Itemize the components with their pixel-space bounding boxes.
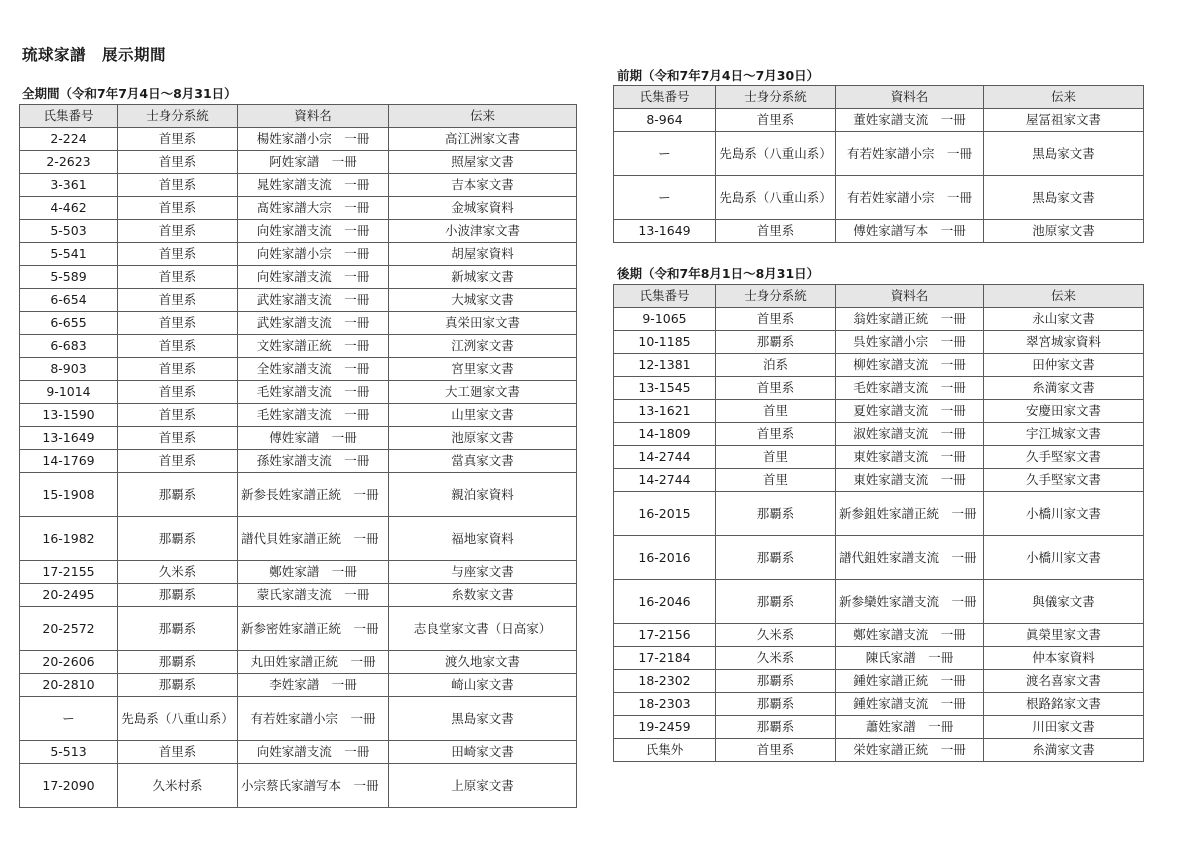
lineage-cell: 首里系 [716,220,836,243]
provenance-cell: 新城家文書 [389,266,577,289]
lineage-cell: 首里系 [118,243,238,266]
document-name-cell: 毛姓家譜支流 一冊 [238,381,389,404]
column-header-provenance: 伝来 [984,86,1144,109]
table-row [614,580,1144,624]
document-name-cell: 向姓家譜支流 一冊 [238,741,389,764]
document-name-cell: 新参鉏姓家譜正統 一冊 [836,492,984,536]
catalog-number-cell: 16-2046 [614,580,716,624]
lineage-cell: 首里系 [118,174,238,197]
table-row [614,469,1144,492]
table-row [20,607,577,651]
table-header-row [614,86,1144,109]
table-row [20,289,577,312]
table-row [20,697,577,741]
provenance-cell: 大工廻家文書 [389,381,577,404]
catalog-number-cell: 14-1809 [614,423,716,446]
catalog-number-cell: ー [614,176,716,220]
provenance-cell: 眞榮里家文書 [984,624,1144,647]
catalog-number-cell: 19-2459 [614,716,716,739]
document-name-cell: 向姓家譜支流 一冊 [238,220,389,243]
catalog-number-cell: 6-655 [20,312,118,335]
provenance-cell: 江洌家文書 [389,335,577,358]
late-period-title: 後期（令和7年8月1日～8月31日） [617,266,820,281]
table-row [614,716,1144,739]
lineage-cell: 久米系 [118,561,238,584]
document-name-cell: 孫姓家譜支流 一冊 [238,450,389,473]
table-row [614,354,1144,377]
table-row [20,197,577,220]
provenance-cell: 渡久地家文書 [389,651,577,674]
column-header-document-name: 資料名 [836,86,984,109]
column-header-document-name: 資料名 [836,285,984,308]
column-header-catalog-number: 氏集番号 [20,105,118,128]
lineage-cell: 那覇系 [716,331,836,354]
lineage-cell: 那覇系 [716,693,836,716]
late-period-table [613,284,1144,762]
lineage-cell: 那覇系 [716,492,836,536]
provenance-cell: 糸数家文書 [389,584,577,607]
document-name-cell: 呉姓家譜小宗 一冊 [836,331,984,354]
lineage-cell: 那覇系 [716,716,836,739]
document-name-cell: 毛姓家譜支流 一冊 [238,404,389,427]
table-row [20,151,577,174]
lineage-cell: 首里 [716,469,836,492]
catalog-number-cell: 17-2156 [614,624,716,647]
provenance-cell: 仲本家資料 [984,647,1144,670]
lineage-cell: 久米村系 [118,764,238,808]
lineage-cell: 首里系 [118,197,238,220]
catalog-number-cell: 17-2184 [614,647,716,670]
table-row [614,624,1144,647]
catalog-number-cell: 6-683 [20,335,118,358]
catalog-number-cell: 17-2155 [20,561,118,584]
catalog-number-cell: 8-964 [614,109,716,132]
early-period-title: 前期（令和7年7月4日～7月30日） [617,68,820,83]
catalog-number-cell: 17-2090 [20,764,118,808]
table-header-row [20,105,577,128]
table-row [614,423,1144,446]
document-name-cell: 譜代鉏姓家譜支流 一冊 [836,536,984,580]
provenance-cell: 宇江城家文書 [984,423,1144,446]
provenance-cell: 志良堂家文書（日高家） [389,607,577,651]
table-row [614,536,1144,580]
table-row [20,404,577,427]
provenance-cell: 山里家文書 [389,404,577,427]
lineage-cell: 首里系 [118,335,238,358]
provenance-cell: 吉本家文書 [389,174,577,197]
lineage-cell: 首里系 [118,128,238,151]
document-name-cell: 董姓家譜支流 一冊 [836,109,984,132]
catalog-number-cell: 16-2015 [614,492,716,536]
catalog-number-cell: 9-1014 [20,381,118,404]
table-row [20,674,577,697]
lineage-cell: 首里系 [716,739,836,762]
table-row [614,132,1144,176]
table-row [20,517,577,561]
table-row [614,647,1144,670]
table-row [614,670,1144,693]
provenance-cell: 真栄田家文書 [389,312,577,335]
lineage-cell: 那覇系 [716,670,836,693]
column-header-lineage: 士身分系統 [118,105,238,128]
provenance-cell: 黒島家文書 [984,176,1144,220]
catalog-number-cell: 20-2810 [20,674,118,697]
provenance-cell: 池原家文書 [389,427,577,450]
table-row [20,741,577,764]
document-name-cell: 楊姓家譜小宗 一冊 [238,128,389,151]
document-name-cell: 譜代貝姓家譜正統 一冊 [238,517,389,561]
lineage-cell: 首里系 [118,358,238,381]
table-row [20,174,577,197]
provenance-cell: 黒島家文書 [984,132,1144,176]
catalog-number-cell: 13-1545 [614,377,716,400]
provenance-cell: 久手堅家文書 [984,469,1144,492]
catalog-number-cell: 2-224 [20,128,118,151]
full-period-table [19,104,577,808]
table-row [20,584,577,607]
catalog-number-cell: 13-1649 [614,220,716,243]
catalog-number-cell: 2-2623 [20,151,118,174]
column-header-provenance: 伝来 [389,105,577,128]
provenance-cell: 福地家資料 [389,517,577,561]
table-row [614,739,1144,762]
lineage-cell: 首里系 [716,377,836,400]
lineage-cell: 首里系 [118,151,238,174]
lineage-cell: 首里系 [118,266,238,289]
table-row [20,427,577,450]
table-row [614,446,1144,469]
provenance-cell: 大城家文書 [389,289,577,312]
table-row [614,220,1144,243]
table-row [20,358,577,381]
provenance-cell: 池原家文書 [984,220,1144,243]
document-name-cell: 東姓家譜支流 一冊 [836,446,984,469]
lineage-cell: 那覇系 [118,517,238,561]
catalog-number-cell: 20-2572 [20,607,118,651]
lineage-cell: 首里 [716,400,836,423]
table-row [20,312,577,335]
document-name-cell: 傅姓家譜写本 一冊 [836,220,984,243]
lineage-cell: 首里系 [716,109,836,132]
lineage-cell: 首里系 [118,220,238,243]
document-name-cell: 阿姓家譜 一冊 [238,151,389,174]
document-name-cell: 傅姓家譜 一冊 [238,427,389,450]
catalog-number-cell: 14-2744 [614,446,716,469]
document-name-cell: 東姓家譜支流 一冊 [836,469,984,492]
provenance-cell: 上原家文書 [389,764,577,808]
document-name-cell: 李姓家譜 一冊 [238,674,389,697]
document-name-cell: 髙姓家譜大宗 一冊 [238,197,389,220]
column-header-lineage: 士身分系統 [716,86,836,109]
lineage-cell: 那覇系 [716,536,836,580]
document-name-cell: 晁姓家譜支流 一冊 [238,174,389,197]
lineage-cell: 那覇系 [118,674,238,697]
lineage-cell: 首里系 [118,427,238,450]
catalog-number-cell: 16-1982 [20,517,118,561]
table-row [20,266,577,289]
lineage-cell: 那覇系 [118,607,238,651]
catalog-number-cell: 18-2303 [614,693,716,716]
lineage-cell: 那覇系 [118,651,238,674]
provenance-cell: 崎山家文書 [389,674,577,697]
page-title: 琉球家譜 展示期間 [22,46,167,64]
provenance-cell: 糸満家文書 [984,739,1144,762]
document-name-cell: 翁姓家譜正統 一冊 [836,308,984,331]
catalog-number-cell: 8-903 [20,358,118,381]
document-name-cell: 夏姓家譜支流 一冊 [836,400,984,423]
document-name-cell: 有若姓家譜小宗 一冊 [836,132,984,176]
column-header-provenance: 伝来 [984,285,1144,308]
lineage-cell: 首里 [716,446,836,469]
provenance-cell: 親泊家資料 [389,473,577,517]
column-header-document-name: 資料名 [238,105,389,128]
document-name-cell: 蕭姓家譜 一冊 [836,716,984,739]
provenance-cell: 安慶田家文書 [984,400,1144,423]
table-row [614,331,1144,354]
lineage-cell: 首里系 [118,381,238,404]
column-header-lineage: 士身分系統 [716,285,836,308]
document-name-cell: 丸田姓家譜正統 一冊 [238,651,389,674]
table-row [20,651,577,674]
provenance-cell: 田仲家文書 [984,354,1144,377]
catalog-number-cell: 6-654 [20,289,118,312]
catalog-number-cell: ー [614,132,716,176]
catalog-number-cell: 15-1908 [20,473,118,517]
lineage-cell: 首里系 [118,404,238,427]
provenance-cell: 久手堅家文書 [984,446,1144,469]
catalog-number-cell: 13-1590 [20,404,118,427]
provenance-cell: 小波津家文書 [389,220,577,243]
provenance-cell: 當真家文書 [389,450,577,473]
table-row [614,377,1144,400]
document-name-cell: 鍾姓家譜正統 一冊 [836,670,984,693]
provenance-cell: 黒島家文書 [389,697,577,741]
provenance-cell: 永山家文書 [984,308,1144,331]
lineage-cell: 那覇系 [716,580,836,624]
lineage-cell: 那覇系 [118,584,238,607]
provenance-cell: 胡屋家資料 [389,243,577,266]
document-name-cell: 鄭姓家譜 一冊 [238,561,389,584]
catalog-number-cell: 5-541 [20,243,118,266]
catalog-number-cell: 14-2744 [614,469,716,492]
catalog-number-cell: 20-2495 [20,584,118,607]
document-name-cell: 武姓家譜支流 一冊 [238,312,389,335]
catalog-number-cell: 12-1381 [614,354,716,377]
column-header-catalog-number: 氏集番号 [614,86,716,109]
document-name-cell: 文姓家譜正統 一冊 [238,335,389,358]
table-row [614,176,1144,220]
catalog-number-cell: 3-361 [20,174,118,197]
document-name-cell: 鄭姓家譜支流 一冊 [836,624,984,647]
table-row [614,400,1144,423]
provenance-cell: 川田家文書 [984,716,1144,739]
lineage-cell: 首里系 [118,312,238,335]
document-name-cell: 淑姓家譜支流 一冊 [836,423,984,446]
document-name-cell: 全姓家譜支流 一冊 [238,358,389,381]
early-period-table [613,85,1144,243]
catalog-number-cell: 16-2016 [614,536,716,580]
lineage-cell: 先島系（八重山系） [716,176,836,220]
lineage-cell: 那覇系 [118,473,238,517]
lineage-cell: 首里系 [716,423,836,446]
catalog-number-cell: 13-1621 [614,400,716,423]
table-row [20,335,577,358]
document-name-cell: 有若姓家譜小宗 一冊 [238,697,389,741]
provenance-cell: 田崎家文書 [389,741,577,764]
lineage-cell: 久米系 [716,647,836,670]
table-row [614,308,1144,331]
catalog-number-cell: 20-2606 [20,651,118,674]
table-row [20,381,577,404]
column-header-catalog-number: 氏集番号 [614,285,716,308]
lineage-cell: 首里系 [716,308,836,331]
provenance-cell: 与座家文書 [389,561,577,584]
table-row [20,243,577,266]
document-name-cell: 柳姓家譜支流 一冊 [836,354,984,377]
catalog-number-cell: 5-589 [20,266,118,289]
lineage-cell: 先島系（八重山系） [118,697,238,741]
document-name-cell: 栄姓家譜正統 一冊 [836,739,984,762]
provenance-cell: 根路銘家文書 [984,693,1144,716]
provenance-cell: 小橋川家文書 [984,492,1144,536]
catalog-number-cell: 4-462 [20,197,118,220]
lineage-cell: 先島系（八重山系） [716,132,836,176]
document-name-cell: 新参欒姓家譜支流 一冊 [836,580,984,624]
table-row [20,473,577,517]
table-row [20,561,577,584]
catalog-number-cell: 14-1769 [20,450,118,473]
catalog-number-cell: 13-1649 [20,427,118,450]
table-row [20,450,577,473]
provenance-cell: 翠宮城家資料 [984,331,1144,354]
table-row [614,492,1144,536]
document-name-cell: 陳氏家譜 一冊 [836,647,984,670]
full-period-title: 全期間（令和7年7月4日～8月31日） [22,86,237,101]
table-row [20,128,577,151]
table-row [20,764,577,808]
provenance-cell: 屋冨祖家文書 [984,109,1144,132]
lineage-cell: 首里系 [118,289,238,312]
catalog-number-cell: 5-503 [20,220,118,243]
catalog-number-cell: 氏集外 [614,739,716,762]
document-name-cell: 新参長姓家譜正統 一冊 [238,473,389,517]
provenance-cell: 宮里家文書 [389,358,577,381]
document-name-cell: 蒙氏家譜支流 一冊 [238,584,389,607]
table-row [614,109,1144,132]
document-name-cell: 新参密姓家譜正統 一冊 [238,607,389,651]
provenance-cell: 小橋川家文書 [984,536,1144,580]
provenance-cell: 與儀家文書 [984,580,1144,624]
table-header-row [614,285,1144,308]
catalog-number-cell: ー [20,697,118,741]
catalog-number-cell: 9-1065 [614,308,716,331]
table-row [20,220,577,243]
document-name-cell: 鍾姓家譜支流 一冊 [836,693,984,716]
document-name-cell: 向姓家譜小宗 一冊 [238,243,389,266]
provenance-cell: 渡名喜家文書 [984,670,1144,693]
catalog-number-cell: 5-513 [20,741,118,764]
provenance-cell: 高江洲家文書 [389,128,577,151]
lineage-cell: 久米系 [716,624,836,647]
document-name-cell: 武姓家譜支流 一冊 [238,289,389,312]
document-name-cell: 有若姓家譜小宗 一冊 [836,176,984,220]
provenance-cell: 照屋家文書 [389,151,577,174]
lineage-cell: 首里系 [118,741,238,764]
catalog-number-cell: 18-2302 [614,670,716,693]
catalog-number-cell: 10-1185 [614,331,716,354]
document-name-cell: 小宗蔡氏家譜写本 一冊 [238,764,389,808]
table-row [614,693,1144,716]
provenance-cell: 糸満家文書 [984,377,1144,400]
provenance-cell: 金城家資料 [389,197,577,220]
lineage-cell: 泊系 [716,354,836,377]
document-name-cell: 毛姓家譜支流 一冊 [836,377,984,400]
lineage-cell: 首里系 [118,450,238,473]
document-name-cell: 向姓家譜支流 一冊 [238,266,389,289]
